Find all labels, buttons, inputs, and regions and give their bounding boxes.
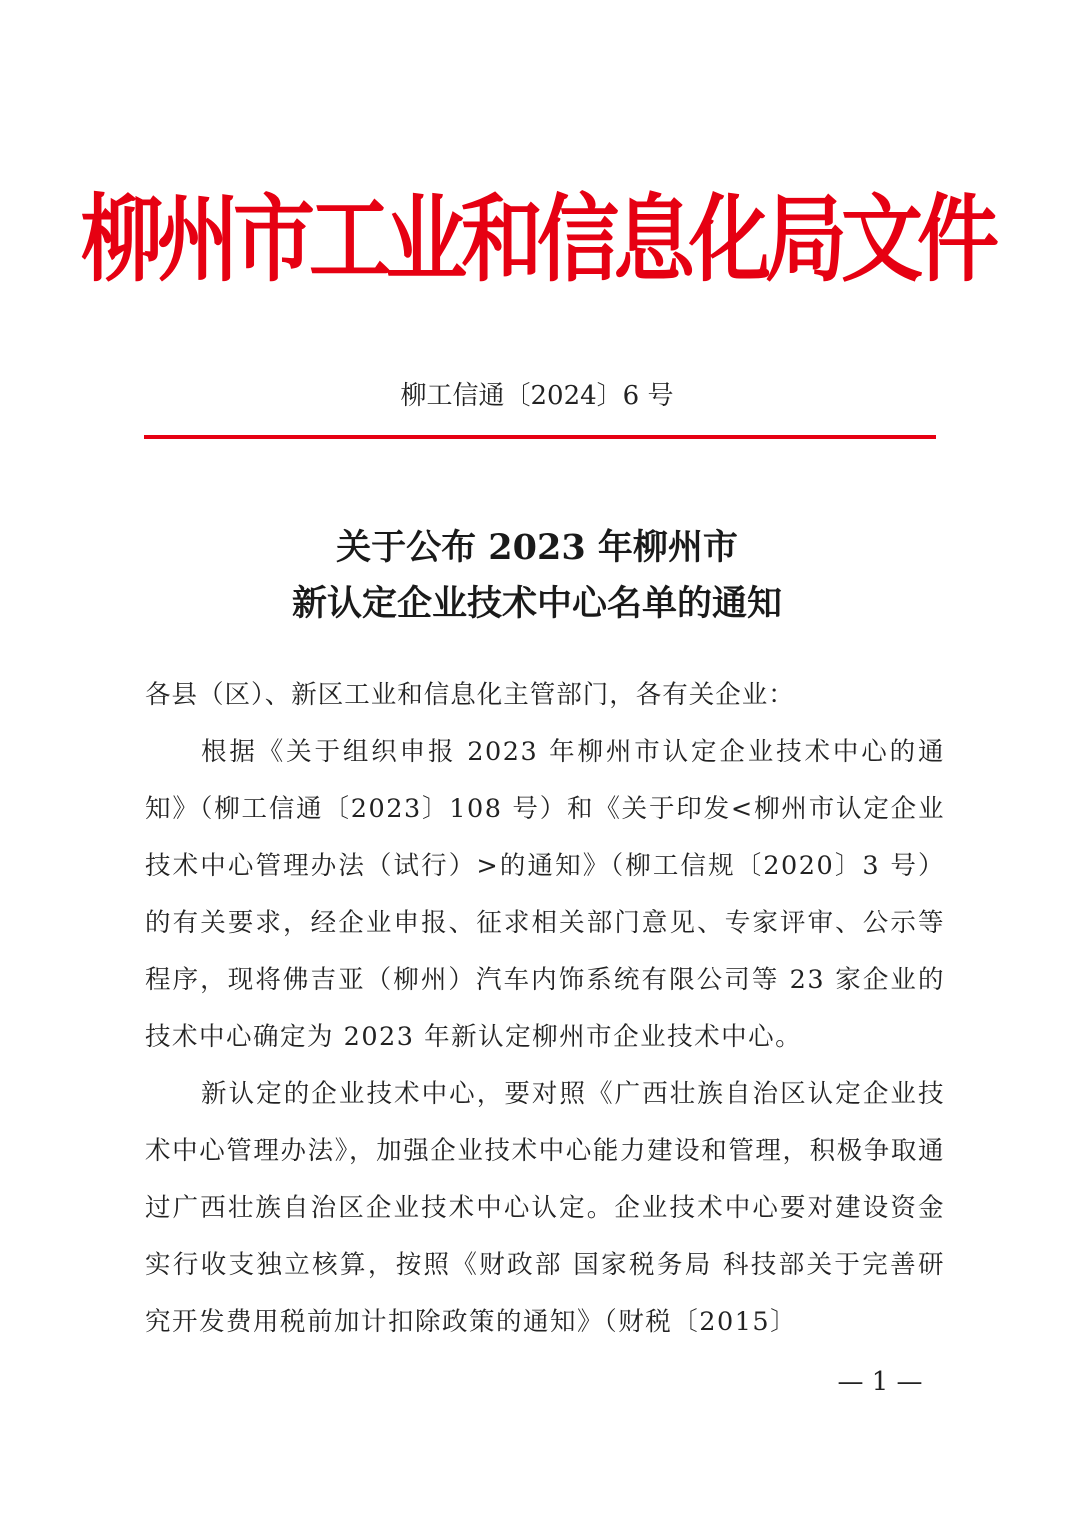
document-title-line-1: 关于公布 2023 年柳州市 <box>336 527 738 568</box>
document-title <box>0 520 1074 632</box>
page-number: — 1 — <box>837 1367 923 1397</box>
addressee-line: 各县（区）、新区工业和信息化主管部门，各有关企业： <box>145 680 795 710</box>
red-divider-line <box>144 435 936 439</box>
document-number: 柳工信通〔2024〕6 号 <box>400 381 674 411</box>
document-title-line-2: 新认定企业技术中心名单的通知 <box>291 583 782 624</box>
issuing-authority-header: 柳州市工业和信息化局文件 <box>80 184 993 296</box>
body-paragraph-1: 根据《关于组织申报 2023 年柳州市认定企业技术中心的通知》（柳工信通〔2023〕108 号）和《关于印发<柳州市认定企业技术中心管理办法（试行）>的通知》（柳工信规〔2020〕3 号）的有关要求，经企业申报、征求相关部门意见、专家评审、公示等程序，现将佛吉亚（柳州）汽车内饰系统有限公司等 23 家企业的技术中心确定为 2023 年新认定柳州市企业技术中心。 <box>145 737 945 1052</box>
document-body <box>145 667 945 1351</box>
body-paragraph-2: 新认定的企业技术中心，要对照《广西壮族自治区认定企业技术中心管理办法》，加强企业技术中心能力建设和管理，积极争取通过广西壮族自治区企业技术中心认定。企业技术中心要对建设资金实行收支独立核算，按照《财政部 国家税务局 科技部关于完善研究开发费用税前加计扣除政策的通知》（财税〔2015〕 <box>145 1079 945 1337</box>
